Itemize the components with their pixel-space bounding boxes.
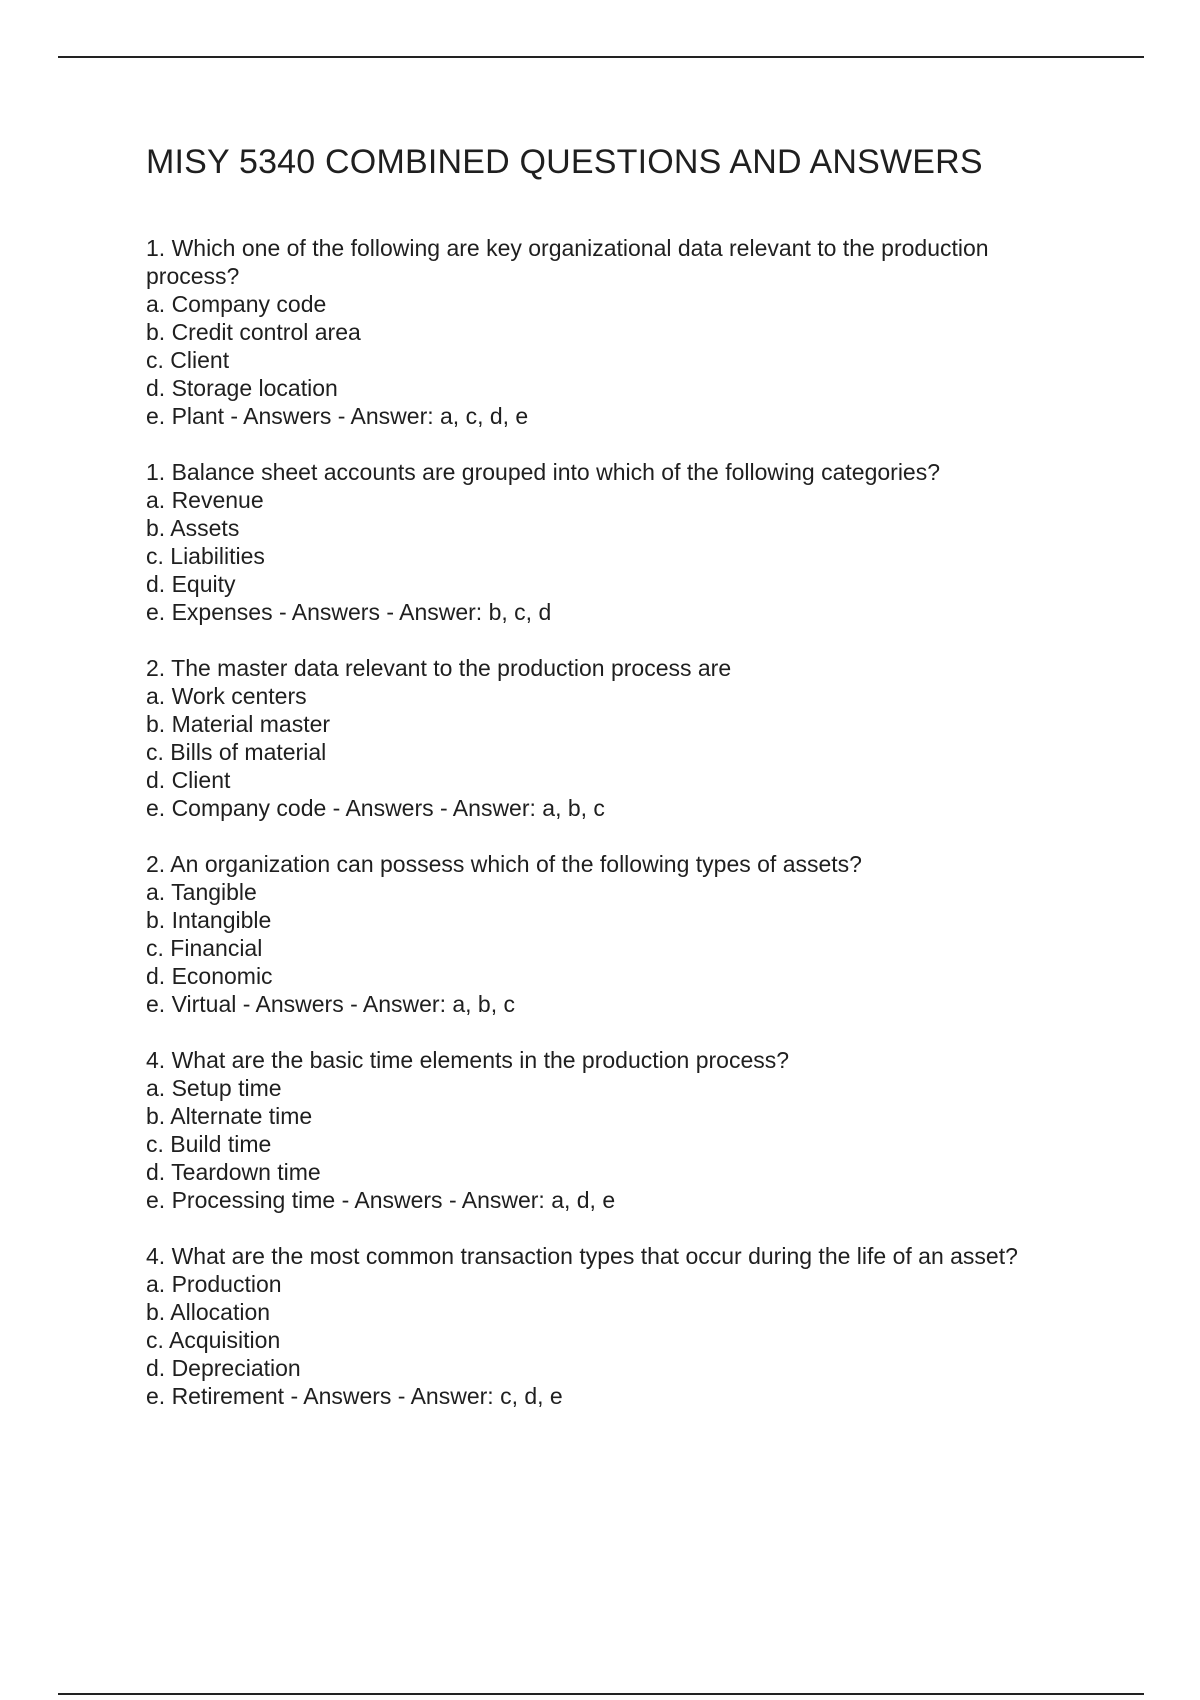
option-d: d. Storage location [146, 375, 338, 401]
option-d: d. Equity [146, 571, 236, 597]
question-block [146, 1242, 1086, 1410]
option-b: b. Alternate time [146, 1103, 313, 1129]
option-a: a. Revenue [146, 487, 264, 513]
option-d: d. Economic [146, 963, 273, 989]
option-e-answer: e. Plant - Answers - Answer: a, c, d, e [146, 403, 529, 429]
option-b: b. Credit control area [146, 319, 361, 345]
option-e-answer: e. Virtual - Answers - Answer: a, b, c [146, 991, 515, 1017]
option-b: b. Allocation [146, 1299, 271, 1325]
option-c: c. Build time [146, 1131, 272, 1157]
option-b: b. Material master [146, 711, 331, 737]
option-c: c. Bills of material [146, 739, 327, 765]
question-block [146, 850, 1086, 1018]
option-a: a. Company code [146, 291, 327, 317]
question-text: 1. Balance sheet accounts are grouped into which of the following categories? [146, 459, 941, 485]
option-d: d. Client [146, 767, 231, 793]
option-a: a. Tangible [146, 879, 257, 905]
document-body [146, 142, 1086, 1438]
option-a: a. Setup time [146, 1075, 282, 1101]
option-c: c. Liabilities [146, 543, 265, 569]
question-text: 4. What are the basic time elements in the production process? [146, 1047, 790, 1073]
question-block [146, 1046, 1086, 1214]
question-block [146, 458, 1086, 626]
page-title: MISY 5340 COMBINED QUESTIONS AND ANSWERS [146, 143, 983, 181]
option-e-answer: e. Retirement - Answers - Answer: c, d, e [146, 1383, 563, 1409]
question-text: 2. An organization can possess which of the following types of assets? [146, 851, 862, 877]
question-text: 1. Which one of the following are key organizational data relevant to the production process? [146, 235, 989, 289]
question-text: 4. What are the most common transaction types that occur during the life of an asset? [146, 1243, 1018, 1269]
option-c: c. Client [146, 347, 230, 373]
top-divider [58, 56, 1144, 58]
option-a: a. Production [146, 1271, 282, 1297]
option-b: b. Intangible [146, 907, 272, 933]
bottom-divider [58, 1693, 1144, 1695]
option-c: c. Financial [146, 935, 263, 961]
question-block [146, 654, 1086, 822]
option-e-answer: e. Expenses - Answers - Answer: b, c, d [146, 599, 552, 625]
option-e-answer: e. Processing time - Answers - Answer: a, d, e [146, 1187, 616, 1213]
question-block [146, 234, 1086, 430]
option-b: b. Assets [146, 515, 240, 541]
question-text: 2. The master data relevant to the production process are [146, 655, 732, 681]
option-d: d. Teardown time [146, 1159, 321, 1185]
option-e-answer: e. Company code - Answers - Answer: a, b, c [146, 795, 605, 821]
option-d: d. Depreciation [146, 1355, 301, 1381]
option-a: a. Work centers [146, 683, 307, 709]
option-c: c. Acquisition [146, 1327, 281, 1353]
